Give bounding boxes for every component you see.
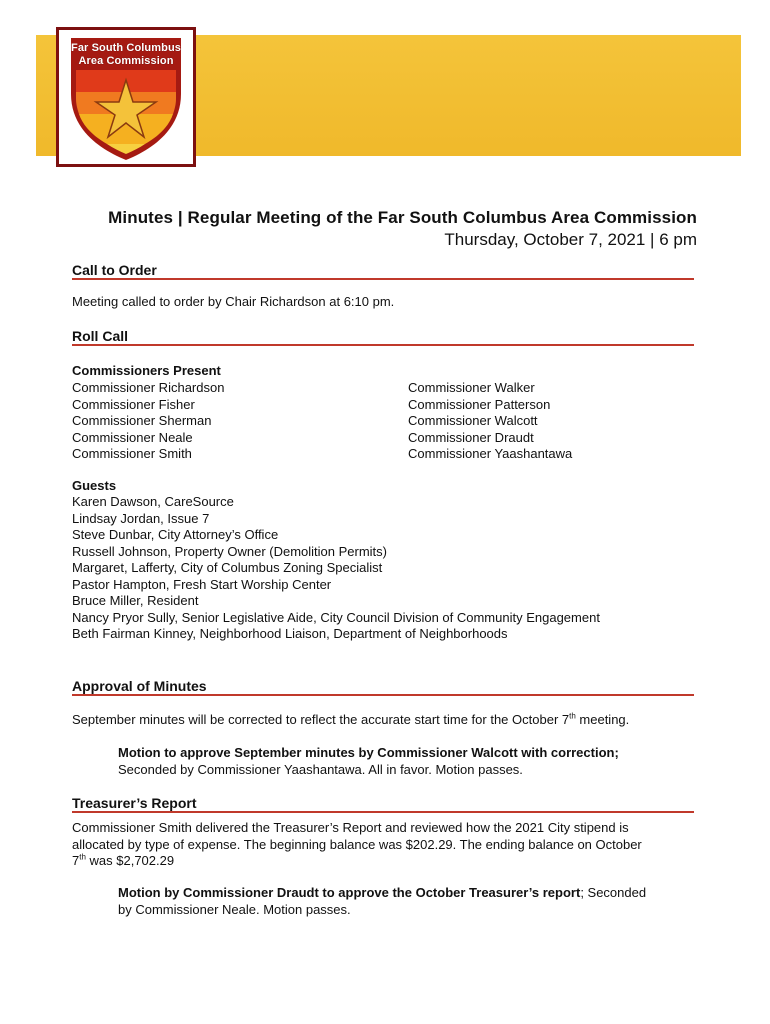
approval-motion-bold: Motion to approve September minutes by Commissioner Walcott with correction; <box>118 745 619 760</box>
approval-text-main: September minutes will be corrected to reflect the accurate start time for the October 7 <box>72 712 570 727</box>
list-item: Lindsay Jordan, Issue 7 <box>72 510 210 526</box>
treasurer-line-1: Commissioner Smith delivered the Treasurer’s Report and reviewed how the 2021 City stipend is <box>72 820 629 835</box>
list-item: Commissioner Patterson <box>408 396 551 412</box>
commission-logo <box>56 27 196 167</box>
ordinal-suffix: th <box>79 852 86 862</box>
list-item: Commissioner Walcott <box>408 413 538 428</box>
section-heading-treasurers-report: Treasurer’s Report <box>72 795 694 813</box>
list-item: Nancy Pryor Sully, Senior Legislative Aide, City Council Division of Community Engagement <box>72 609 600 625</box>
logo-line1: Far South Columbus <box>71 42 181 54</box>
list-item: Commissioner Yaashantawa <box>408 446 573 461</box>
guests-label: Guests <box>72 478 117 493</box>
list-item: Commissioner Neale <box>72 429 193 445</box>
list-item: Commissioner Draudt <box>408 429 534 445</box>
treasurer-line-2: allocated by type of expense. The beginning balance was $202.29. The ending balance on October <box>72 836 642 852</box>
list-item: Bruce Miller, Resident <box>72 593 199 608</box>
approval-text <box>72 712 682 729</box>
list-item: Commissioner Fisher <box>72 396 195 412</box>
treasurer-line-3 <box>72 853 682 870</box>
roll-call-left-column <box>72 380 224 463</box>
list-item: Commissioner Sherman <box>72 413 212 428</box>
page-subtitle: Thursday, October 7, 2021 | 6 pm <box>444 230 697 249</box>
list-item: Commissioner Smith <box>72 446 192 461</box>
treasurer-motion-bold: Motion by Commissioner Draudt to approve the October Treasurer’s report <box>118 885 581 900</box>
list-item: Commissioner Walker <box>408 380 535 395</box>
section-heading-approval-of-minutes: Approval of Minutes <box>72 678 694 696</box>
treasurer-line-3-pre: 7 <box>72 853 80 868</box>
roll-call-right-column <box>408 380 572 463</box>
treasurer-motion-rest-1: ; Seconded <box>580 885 647 900</box>
list-item: Pastor Hampton, Fresh Start Worship Center <box>72 576 332 592</box>
approval-text-end: meeting. <box>575 712 630 727</box>
logo-line2: Area Commission <box>78 55 174 67</box>
section-heading-call-to-order: Call to Order <box>72 262 694 280</box>
treasurer-motion <box>118 885 698 918</box>
commissioners-present-label: Commissioners Present <box>72 363 221 378</box>
ordinal-suffix: th <box>569 711 576 721</box>
section-heading-roll-call: Roll Call <box>72 328 694 346</box>
list-item: Russell Johnson, Property Owner (Demolition Permits) <box>72 543 387 559</box>
call-to-order-text: Meeting called to order by Chair Richardson at 6:10 pm. <box>72 294 395 309</box>
treasurer-line-3-post: was $2,702.29 <box>85 853 175 868</box>
page-title: Minutes | Regular Meeting of the Far South Columbus Area Commission <box>108 208 697 227</box>
treasurer-motion-rest-2: by Commissioner Neale. Motion passes. <box>118 901 351 917</box>
approval-motion-rest: Seconded by Commissioner Yaashantawa. All in favor. Motion passes. <box>118 761 523 777</box>
list-item: Commissioner Richardson <box>72 380 225 395</box>
list-item: Beth Fairman Kinney, Neighborhood Liaison, Department of Neighborhoods <box>72 626 508 641</box>
list-item: Steve Dunbar, City Attorney’s Office <box>72 527 279 542</box>
treasurer-text <box>72 820 682 870</box>
list-item: Margaret, Lafferty, City of Columbus Zoning Specialist <box>72 560 383 575</box>
approval-motion <box>118 745 698 778</box>
guest-list <box>72 494 682 643</box>
list-item: Karen Dawson, CareSource <box>72 494 234 509</box>
